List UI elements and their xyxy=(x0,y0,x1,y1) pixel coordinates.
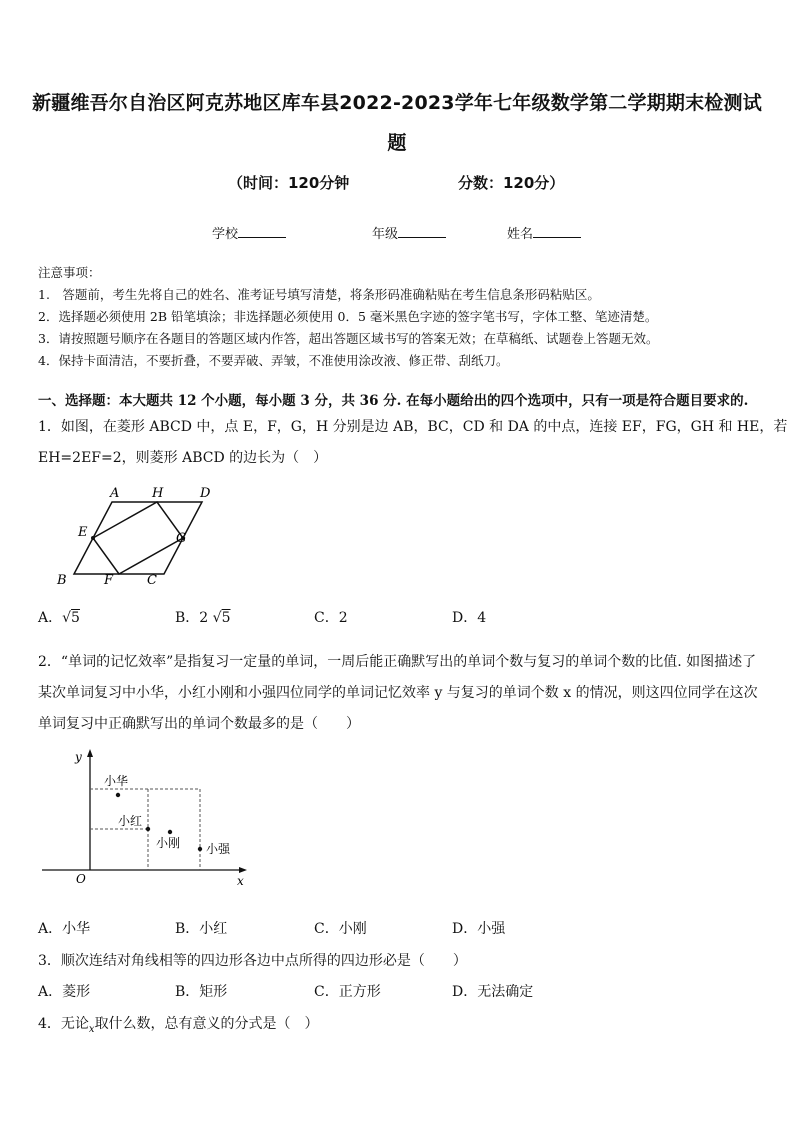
q1-option-a-radicand: 5 xyxy=(71,610,80,626)
name-blank[interactable] xyxy=(533,225,581,238)
label-xiaohua: 小华 xyxy=(104,774,129,788)
q1-option-d[interactable]: D．4 xyxy=(452,610,487,626)
q2-line3: 单词复习中正确默写出的单词个数最多的是（ ） xyxy=(38,716,360,732)
q3-option-c[interactable]: C．正方形 xyxy=(314,984,381,1000)
exam-title-line1: 新疆维吾尔自治区阿克苏地区库车县2022-2023学年七年级数学第二学期期末检测试 xyxy=(32,92,762,114)
q2-option-b[interactable]: B．小红 xyxy=(175,921,228,937)
label-h: H xyxy=(152,486,164,501)
q2-graph xyxy=(38,745,253,893)
section1-heading: 一、选择题：本大题共 12 个小题，每小题 3 分，共 36 分. 在每小题给出的四个选项中，只有一项是符合题目要求的. xyxy=(38,393,749,409)
school-blank[interactable] xyxy=(238,225,286,238)
school-label: 学校 xyxy=(212,227,239,242)
label-c: C xyxy=(147,573,157,588)
q1-option-a[interactable] xyxy=(38,607,80,627)
q3-line1: 3．顺次连结对角线相等的四边形各边中点所得的四边形必是（ ） xyxy=(38,953,467,969)
exam-time: （时间：120分钟 xyxy=(228,174,350,192)
sqrt-symbol: √ xyxy=(62,610,72,626)
q4-variable: x xyxy=(88,1023,95,1035)
q1-line1: 1．如图，在菱形 ABCD 中，点 E，F，G，H 分别是边 AB，BC，CD 和 DA 的中点，连接 EF，FG，GH 和 HE，若 xyxy=(38,419,788,435)
point-xiaohong xyxy=(146,827,150,831)
q1-option-a-prefix: A． xyxy=(38,610,63,626)
q3-option-b[interactable]: B．矩形 xyxy=(175,984,228,1000)
note-item: 3．请按照题号顺序在各题目的答题区域内作答，超出答题区域书写的答案无效；在草稿纸、试题卷上答题无效。 xyxy=(38,331,659,346)
school-field xyxy=(212,223,286,242)
notes-heading: 注意事项： xyxy=(38,265,101,280)
name-label: 姓名 xyxy=(507,227,534,242)
label-xiaogang: 小刚 xyxy=(156,836,181,850)
point-xiaohua xyxy=(116,793,120,797)
q2-option-d[interactable]: D．小强 xyxy=(452,921,506,937)
label-xiaohong: 小红 xyxy=(118,814,143,828)
origin-label: O xyxy=(76,872,86,886)
label-f: F xyxy=(104,573,114,588)
q4-line1 xyxy=(38,1013,319,1035)
q3-option-d[interactable]: D．无法确定 xyxy=(452,984,534,1000)
q1-rhombus-figure xyxy=(52,482,227,590)
label-xiaoqiang: 小强 xyxy=(206,842,231,856)
label-g: G xyxy=(176,531,187,546)
exam-score: 分数：120分） xyxy=(458,174,565,192)
point-xiaogang xyxy=(168,830,172,834)
y-label: y xyxy=(75,750,82,764)
sqrt-symbol: √ xyxy=(208,610,222,626)
notes-block xyxy=(38,262,768,372)
q2-line2: 某次单词复习中小华，小红小刚和小强四位同学的单词记忆效率 y 与复习的单词个数 x 的情况，则这四位同学在这次 xyxy=(38,685,758,701)
q1-option-c[interactable]: C．2 xyxy=(314,610,348,626)
x-label: x xyxy=(237,874,244,888)
q1-option-b-prefix: B．2 xyxy=(175,610,209,626)
grade-field xyxy=(372,223,446,242)
note-item: 2．选择题必须使用 2B 铅笔填涂；非选择题必须使用 0．5 毫米黑色字迹的签字笔书写，字体工整、笔迹清楚。 xyxy=(38,309,658,324)
name-field xyxy=(507,223,581,242)
exam-title-line2: 题 xyxy=(387,132,407,154)
note-item: 4．保持卡面清洁，不要折叠，不要弄破、弄皱，不准使用涂改液、修正带、刮纸刀。 xyxy=(38,353,509,368)
q2-line1: 2．“单词的记忆效率”是指复习一定量的单词，一周后能正确默写出的单词个数与复习的单词个数的比值. 如图描述了 xyxy=(38,654,757,670)
point-e xyxy=(91,536,95,540)
label-a: A xyxy=(110,486,120,501)
q4-prefix: 4．无论 xyxy=(38,1016,89,1032)
q1-option-b[interactable] xyxy=(175,607,231,627)
label-b: B xyxy=(57,573,67,588)
label-d: D xyxy=(200,486,211,501)
x-axis-arrow xyxy=(239,867,247,873)
guide-lines xyxy=(90,789,200,870)
q4-suffix: 取什么数，总有意义的分式是（ ） xyxy=(94,1016,319,1032)
q1-line2: EH=2EF=2，则菱形 ABCD 的边长为（ ） xyxy=(38,450,328,466)
q1-option-b-radicand: 5 xyxy=(221,610,231,626)
note-item: 1. 答题前，考生先将自己的姓名、准考证号填写清楚，将条形码准确粘贴在考生信息条形码粘贴区。 xyxy=(38,287,600,302)
point-xiaoqiang xyxy=(198,847,202,851)
q2-option-a[interactable]: A．小华 xyxy=(38,921,91,937)
q3-option-a[interactable]: A．菱形 xyxy=(38,984,91,1000)
grade-label: 年级 xyxy=(372,227,399,242)
grade-blank[interactable] xyxy=(398,225,446,238)
q2-option-c[interactable]: C．小刚 xyxy=(314,921,367,937)
y-axis-arrow xyxy=(87,749,93,757)
label-e: E xyxy=(78,525,88,540)
